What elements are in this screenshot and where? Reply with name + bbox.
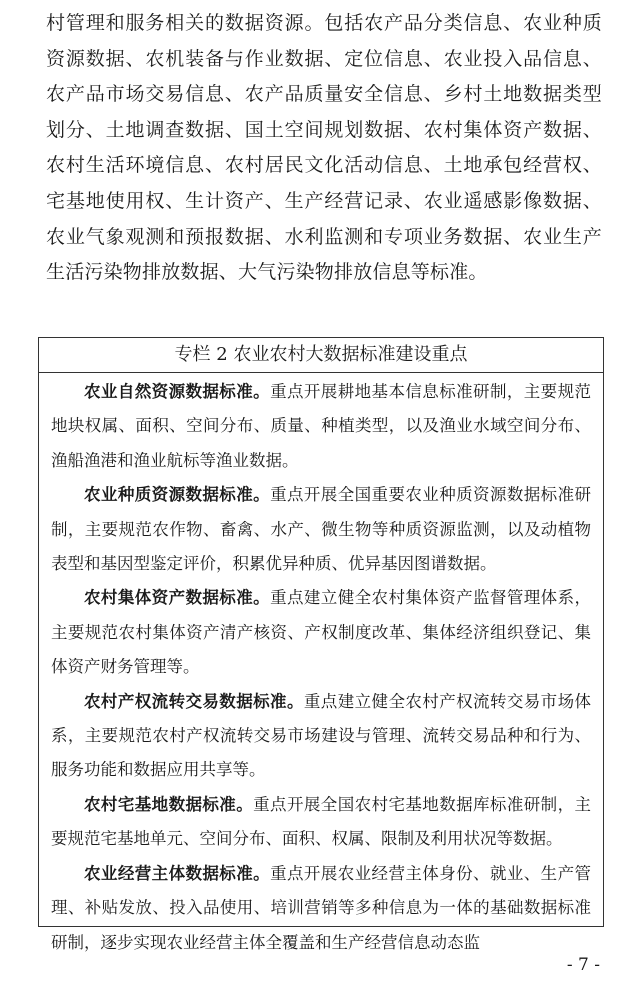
item-text: 重点建立健全农村产权流转交易市场体系，主要规范农村产权流转交易市场建设与管理、流转交易品种和行为、服务功能和数据应用共享等。 (51, 691, 592, 780)
item-text: 重点开展全国农村宅基地数据库标准研制，主要规范宅基地单元、空间分布、面积、权属、限制及利用状况等数据。 (51, 794, 592, 849)
intro-paragraph: 村管理和服务相关的数据资源。包括农产品分类信息、农业种质资源数据、农机装备与作业数据、定位信息、农业投入品信息、农产品市场交易信息、农产品质量安全信息、乡村土地数据类型划分、土地调查数据、国土空间规划数据、农村集体资产数据、农村生活环境信息、农村居民文化活动信息、土地承包经营权、宅基地使用权、生计资产、生产经营记录、农业遥感影像数据、农业气象观测和预报数据、水利监测和专项业务数据、农业生产生活污染物排放数据、大气污染物排放信息等标准。 (46, 12, 602, 284)
item-homestead (51, 788, 591, 857)
item-germplasm (51, 478, 591, 581)
item-property-transfer (51, 685, 591, 788)
column-title: 专栏 2 农业农村大数据标准建设重点 (39, 338, 603, 373)
item-heading: 农村集体资产数据标准。 (84, 588, 271, 608)
item-natural-resources (51, 375, 591, 478)
item-heading: 农业经营主体数据标准。 (84, 863, 271, 883)
item-text: 重点开展农业经营主体身份、就业、生产管理、补贴发放、投入品使用、培训营销等多种信息为一体的基础数据标准研制，逐步实现农业经营主体全覆盖和生产经营信息动态监 (51, 863, 592, 952)
item-heading: 农村产权流转交易数据标准。 (84, 691, 304, 711)
page-number: - 7 - (566, 955, 600, 975)
item-text: 重点开展耕地基本信息标准研制，主要规范地块权属、面积、空间分布、质量、种植类型，以及渔业水域空间分布、渔船渔港和渔业航标等渔业数据。 (51, 382, 592, 470)
item-heading: 农业种质资源数据标准。 (84, 485, 271, 505)
item-text: 重点建立健全农村集体资产监督管理体系，主要规范农村集体资产清产核资、产权制度改革、集体经济组织登记、集体资产财务管理等。 (51, 588, 592, 677)
item-collective-assets (51, 581, 591, 684)
item-heading: 农村宅基地数据标准。 (84, 794, 254, 814)
column-box (38, 337, 604, 952)
item-heading: 农业自然资源数据标准。 (84, 382, 271, 401)
item-business-entities (51, 857, 591, 960)
item-text: 重点开展全国重要农业种质资源数据标准研制，主要规范农作物、畜禽、水产、微生物等种质资源监测，以及动植物表型和基因型鉴定评价，积累优异种质、优异基因图谱数据。 (51, 485, 592, 574)
column-body (39, 373, 603, 960)
